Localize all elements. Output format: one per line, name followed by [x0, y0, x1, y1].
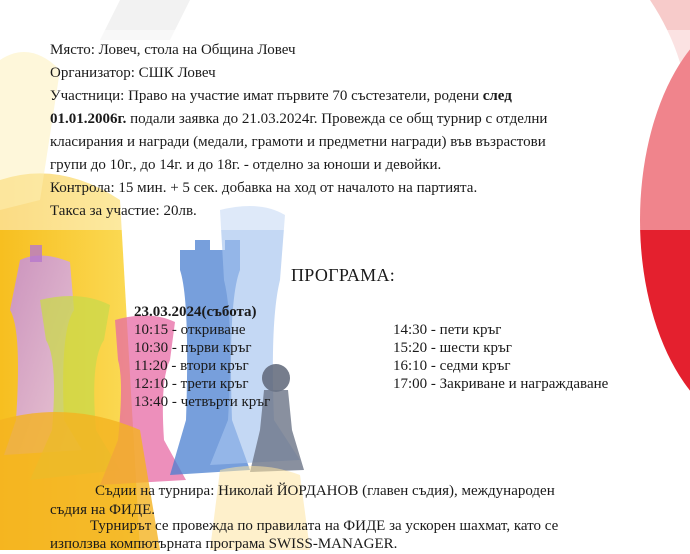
- judges-line-1: Съдии на турнира: Николай ЙОРДАНОВ (главен съдия), международен: [95, 483, 555, 499]
- participants-bold-2: 01.01.2006г.: [50, 111, 127, 127]
- fee-value: 20лв.: [163, 203, 197, 219]
- schedule-item: 11:20 - втори кръг: [134, 358, 249, 374]
- schedule-item: 12:10 - трети кръг: [134, 376, 249, 392]
- participants-line-4: групи до 10г., до 14г. и до 18г. - отделно за юноши и девойки.: [50, 157, 442, 173]
- venue-label: Място:: [50, 42, 95, 58]
- program-date: 23.03.2024(събота): [134, 304, 257, 320]
- judges-line-2: съдия на ФИДЕ.: [50, 502, 155, 518]
- venue-value: Ловеч, стола на Община Ловеч: [98, 42, 296, 58]
- schedule-item: 16:10 - седми кръг: [393, 358, 511, 374]
- schedule-item: 17:00 - Закриване и награждаване: [393, 376, 609, 392]
- schedule-item: 14:30 - пети кръг: [393, 322, 502, 338]
- rules-line-1: Турнирът се провежда по правилата на ФИДЕ за ускорен шахмат, като се: [90, 518, 559, 534]
- organizer-line: [50, 63, 216, 83]
- participants-text-2: подали заявка до 21.03.2024г. Провежда се общ турнир с отделни: [130, 111, 548, 127]
- fee-line: [50, 201, 197, 221]
- participants-label: Участници:: [50, 88, 125, 104]
- schedule-right: [393, 321, 608, 393]
- participants-line-3: класирания и награди (медали, грамоти и предметни награди) във възрастови: [50, 134, 546, 150]
- control-line: [50, 178, 477, 198]
- participants-line-1: [50, 86, 512, 106]
- control-value: 15 мин. + 5 сек. добавка на ход от началото на партията.: [118, 180, 478, 196]
- schedule-item: 10:30 - първи кръг: [134, 340, 252, 356]
- program-heading: ПРОГРАМА:: [291, 265, 396, 285]
- schedule-item: 13:40 - четвърти кръг: [134, 394, 271, 410]
- participants-line-2: [50, 109, 547, 129]
- schedule-left: [134, 321, 270, 411]
- fee-label: Такса за участие:: [50, 203, 160, 219]
- rules-line-2: използва компютърната програма SWISS-MANAGER.: [50, 536, 398, 552]
- schedule-item: 10:15 - откриване: [134, 322, 246, 338]
- venue-line: [50, 40, 296, 60]
- participants-text-1: Право на участие имат първите 70 състезатели, родени: [128, 88, 479, 104]
- organizer-value: СШК Ловеч: [138, 65, 216, 81]
- schedule-item: 15:20 - шести кръг: [393, 340, 512, 356]
- control-label: Контрола:: [50, 180, 115, 196]
- participants-bold-1: след: [482, 88, 512, 104]
- organizer-label: Организатор:: [50, 65, 135, 81]
